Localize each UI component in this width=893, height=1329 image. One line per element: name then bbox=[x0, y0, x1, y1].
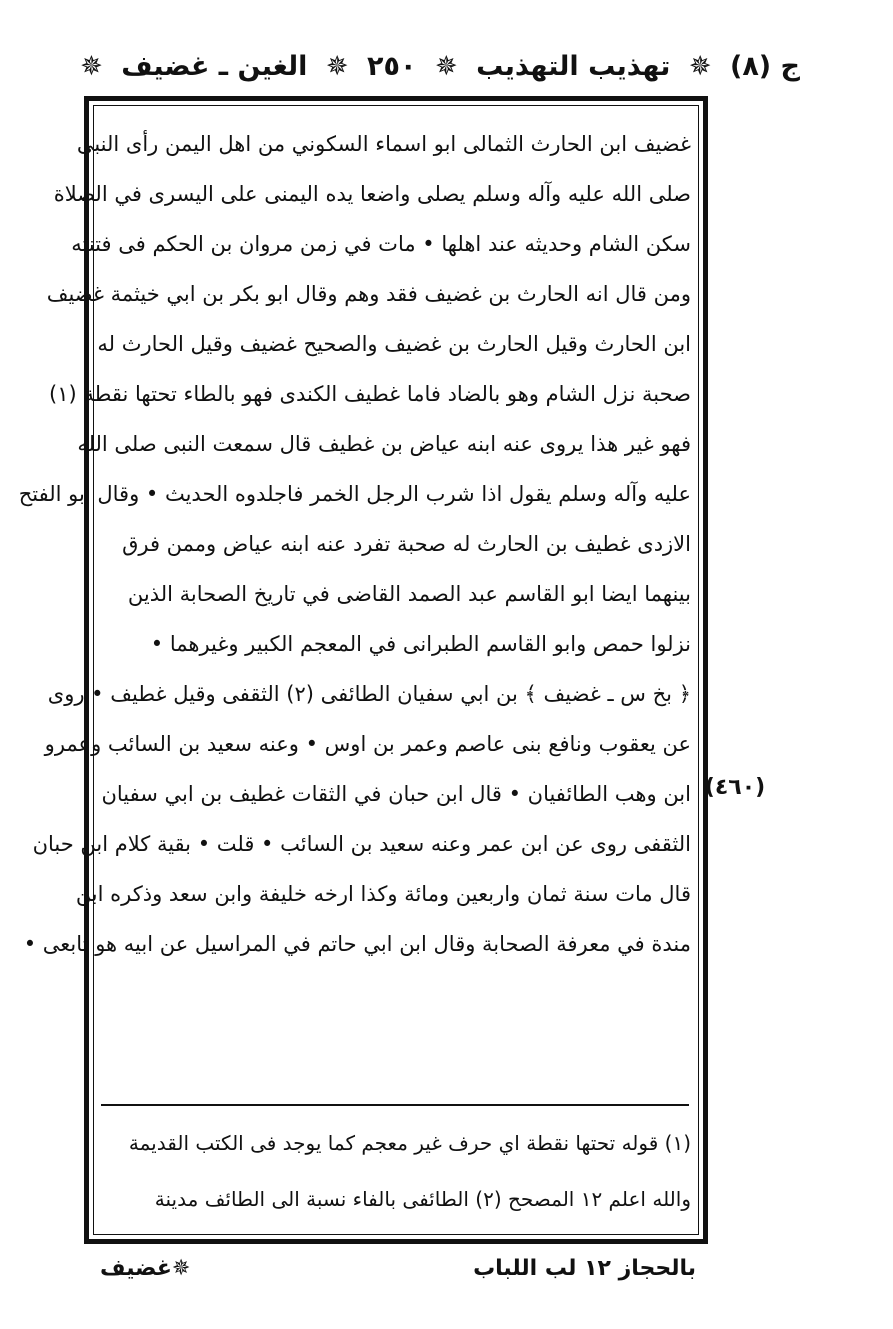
header-section: الغين ـ غضيف bbox=[121, 50, 308, 82]
catchword-next-entry bbox=[100, 1256, 190, 1281]
ornament-icon: ✵ bbox=[434, 50, 458, 82]
margin-entry-number: (٤٦٠) bbox=[704, 775, 766, 800]
body-line: صحبة نزل الشام وهو بالضاد فاما غطيف الكندى فهو بالطاء تحتها نقطة (١) bbox=[49, 382, 691, 406]
ornament-icon: ✵ bbox=[80, 50, 103, 82]
ornament-icon: ✵ bbox=[171, 1255, 191, 1281]
header-volume: ج (٨) bbox=[729, 50, 800, 82]
body-line: مندة في معرفة الصحابة وقال ابن ابي حاتم في المراسيل عن ابيه هو تابعى • bbox=[23, 932, 691, 956]
footnote-line: والله اعلم ١٢ المصحح (٢) الطائفى بالفاء نسبة الى الطائف مدينة bbox=[154, 1187, 691, 1211]
catchword-text: غضيف bbox=[100, 1255, 172, 1281]
body-line: بينهما ايضا ابو القاسم عبد الصمد القاضى في تاريخ الصحابة الذين bbox=[127, 582, 691, 606]
body-line: عن يعقوب ونافع بنى عاصم وعمر بن اوس • وعنه سعيد بن السائب وعمرو bbox=[44, 732, 691, 756]
ornament-icon: ✵ bbox=[688, 50, 712, 82]
body-line: الازدى غطيف بن الحارث له صحبة تفرد عنه ابنه عياض وممن فرق bbox=[122, 532, 691, 556]
page-header bbox=[80, 40, 800, 92]
catchword-line bbox=[100, 1248, 696, 1288]
body-line: سكن الشام وحديثه عند اهلها • مات في زمن مروان بن الحكم فى فتنته bbox=[71, 232, 691, 256]
header-page-number: ٢٥٠ bbox=[367, 50, 417, 82]
body-line: نزلوا حمص وابو القاسم الطبرانى في المعجم الكبير وغيرهما • bbox=[150, 632, 691, 656]
body-line: فهو غير هذا يروى عنه ابنه عياض بن غطيف قال سمعت النبى صلى الله bbox=[77, 432, 691, 456]
footnote-divider bbox=[101, 1104, 689, 1106]
ornament-icon: ✵ bbox=[325, 50, 349, 82]
body-line: ابن وهب الطائفيان • قال ابن حبان في الثقات غطيف بن ابي سفيان bbox=[101, 782, 691, 806]
page-frame bbox=[18, 96, 708, 1244]
body-text bbox=[18, 119, 691, 969]
body-line: غضيف ابن الحارث الثمالى ابو اسماء السكوني من اهل اليمن رأى النبى bbox=[76, 132, 691, 156]
body-line: صلى الله عليه وآله وسلم يصلى واضعا يده اليمنى على اليسرى في الصلاة bbox=[53, 182, 691, 206]
footnote-continuation: بالحجاز ١٢ لب اللباب bbox=[473, 1255, 696, 1281]
body-line: قال مات سنة ثمان واربعين ومائة وكذا ارخه خليفة وابن سعد وذكره ابن bbox=[75, 882, 691, 906]
body-line: الثقفى روى عن ابن عمر وعنه سعيد بن السائب • قلت • بقية كلام ابن حبان bbox=[32, 832, 691, 856]
footnotes bbox=[103, 1115, 691, 1227]
footnote-line: (١) قوله تحتها نقطة اي حرف غير معجم كما يوجد فى الكتب القديمة bbox=[128, 1131, 691, 1155]
body-line: ومن قال انه الحارث بن غضيف فقد وهم وقال ابو بكر بن ابي خيثمة غضيف bbox=[46, 282, 691, 306]
body-line: ﴿ بخ س ـ غضيف ﴾ بن ابي سفيان الطائفى (٢) الثقفى وقيل غطيف • روى bbox=[47, 682, 691, 706]
body-line: عليه وآله وسلم يقول اذا شرب الرجل الخمر فاجلدوه الحديث • وقال ابو الفتح bbox=[18, 482, 691, 506]
header-book-title: تهذيب التهذيب bbox=[476, 50, 671, 82]
body-line: ابن الحارث وقيل الحارث بن غضيف والصحيح غضيف وقيل الحارث له bbox=[97, 332, 691, 356]
